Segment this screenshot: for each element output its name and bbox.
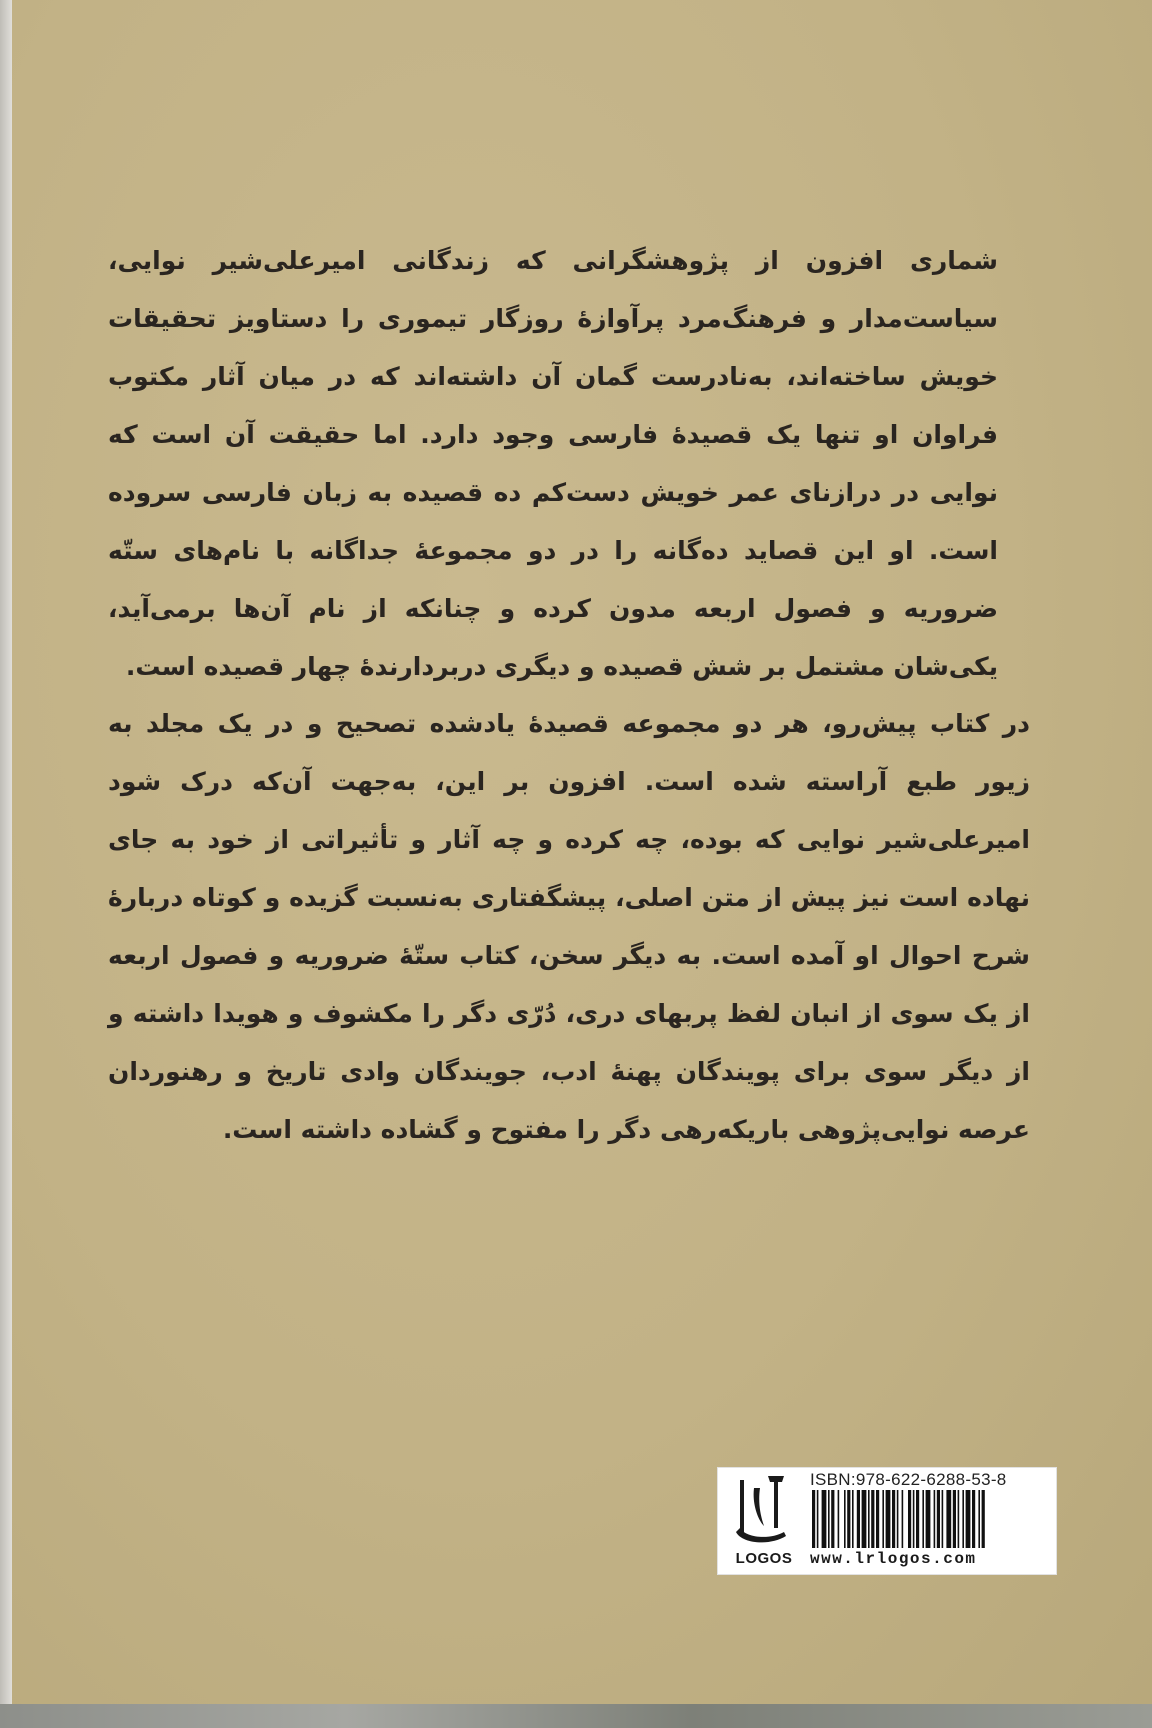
blurb-paragraph-2 bbox=[108, 695, 1030, 1159]
logos-publisher-icon bbox=[730, 1474, 794, 1546]
publisher-website: www.lrlogos.com bbox=[810, 1550, 977, 1568]
table-surface bbox=[0, 1704, 1152, 1728]
barcode-sticker bbox=[717, 1467, 1057, 1575]
barcode-bars bbox=[810, 1490, 1048, 1548]
table-edge bbox=[0, 0, 12, 1728]
publisher-logo-text: LOGOS bbox=[735, 1550, 793, 1567]
isbn-label: ISBN:978-622-6288-53-8 bbox=[810, 1470, 1007, 1489]
blurb-paragraph-2-text: در کتاب پیش‌رو، هر دو مجموعه قصیدهٔ یادشده تصحیح و در یک مجلد به زیور طبع آراسته شده است. افزون بر این، به‌جهت آن‌که درک شود امیرعلی‌شیر نوایی که بوده، چه کرده و چه آثار و تأثیراتی از خود به جای نهاده است نیز پیش از متن اصلی، پیشگفتاری به‌نسبت گزیده و کوتاه دربارهٔ شرح احوال او آمده است. به دیگر سخن، کتاب ستّهٔ ضروریه و فصول اربعه از یک سوی از انبان لفظ پربهای دری، دُرّی دگر را مکشوف و هویدا داشته و از دیگر سوی برای پویندگان پهنهٔ ادب، جویندگان وادی تاریخ و رهنوردان عرصه نوایی‌پژوهی باریکه‌رهی دگر را مفتوح و گشاده داشته است. bbox=[108, 709, 1030, 1144]
publisher-logo bbox=[722, 1472, 802, 1570]
blurb-paragraph-1 bbox=[108, 232, 998, 696]
blurb-paragraph-1-text: شماری افزون از پژوهشگرانی که زندگانی امیرعلی‌شیر نوایی، سیاست‌مدار و فرهنگ‌مرد پرآوازهٔ روزگار تیموری را دستاویز تحقیقات خویش ساخته‌اند، به‌نادرست گمان آن داشته‌اند که در میان آثار مکتوب فراوان او تنها یک قصیدهٔ فارسی وجود دارد. اما حقیقت آن است که نوایی در درازنای عمر خویش دست‌کم ده قصیده به زبان فارسی سروده است. او این قصاید ده‌گانه را در دو مجموعهٔ جداگانه با نام‌های ستّه ضروریه و فصول اربعه مدون کرده و چنانکه از نام آن‌ها برمی‌آید، یکی‌شان مشتمل بر شش قصیده و دیگری دربردارندهٔ چهار قصیده است. bbox=[108, 246, 998, 681]
